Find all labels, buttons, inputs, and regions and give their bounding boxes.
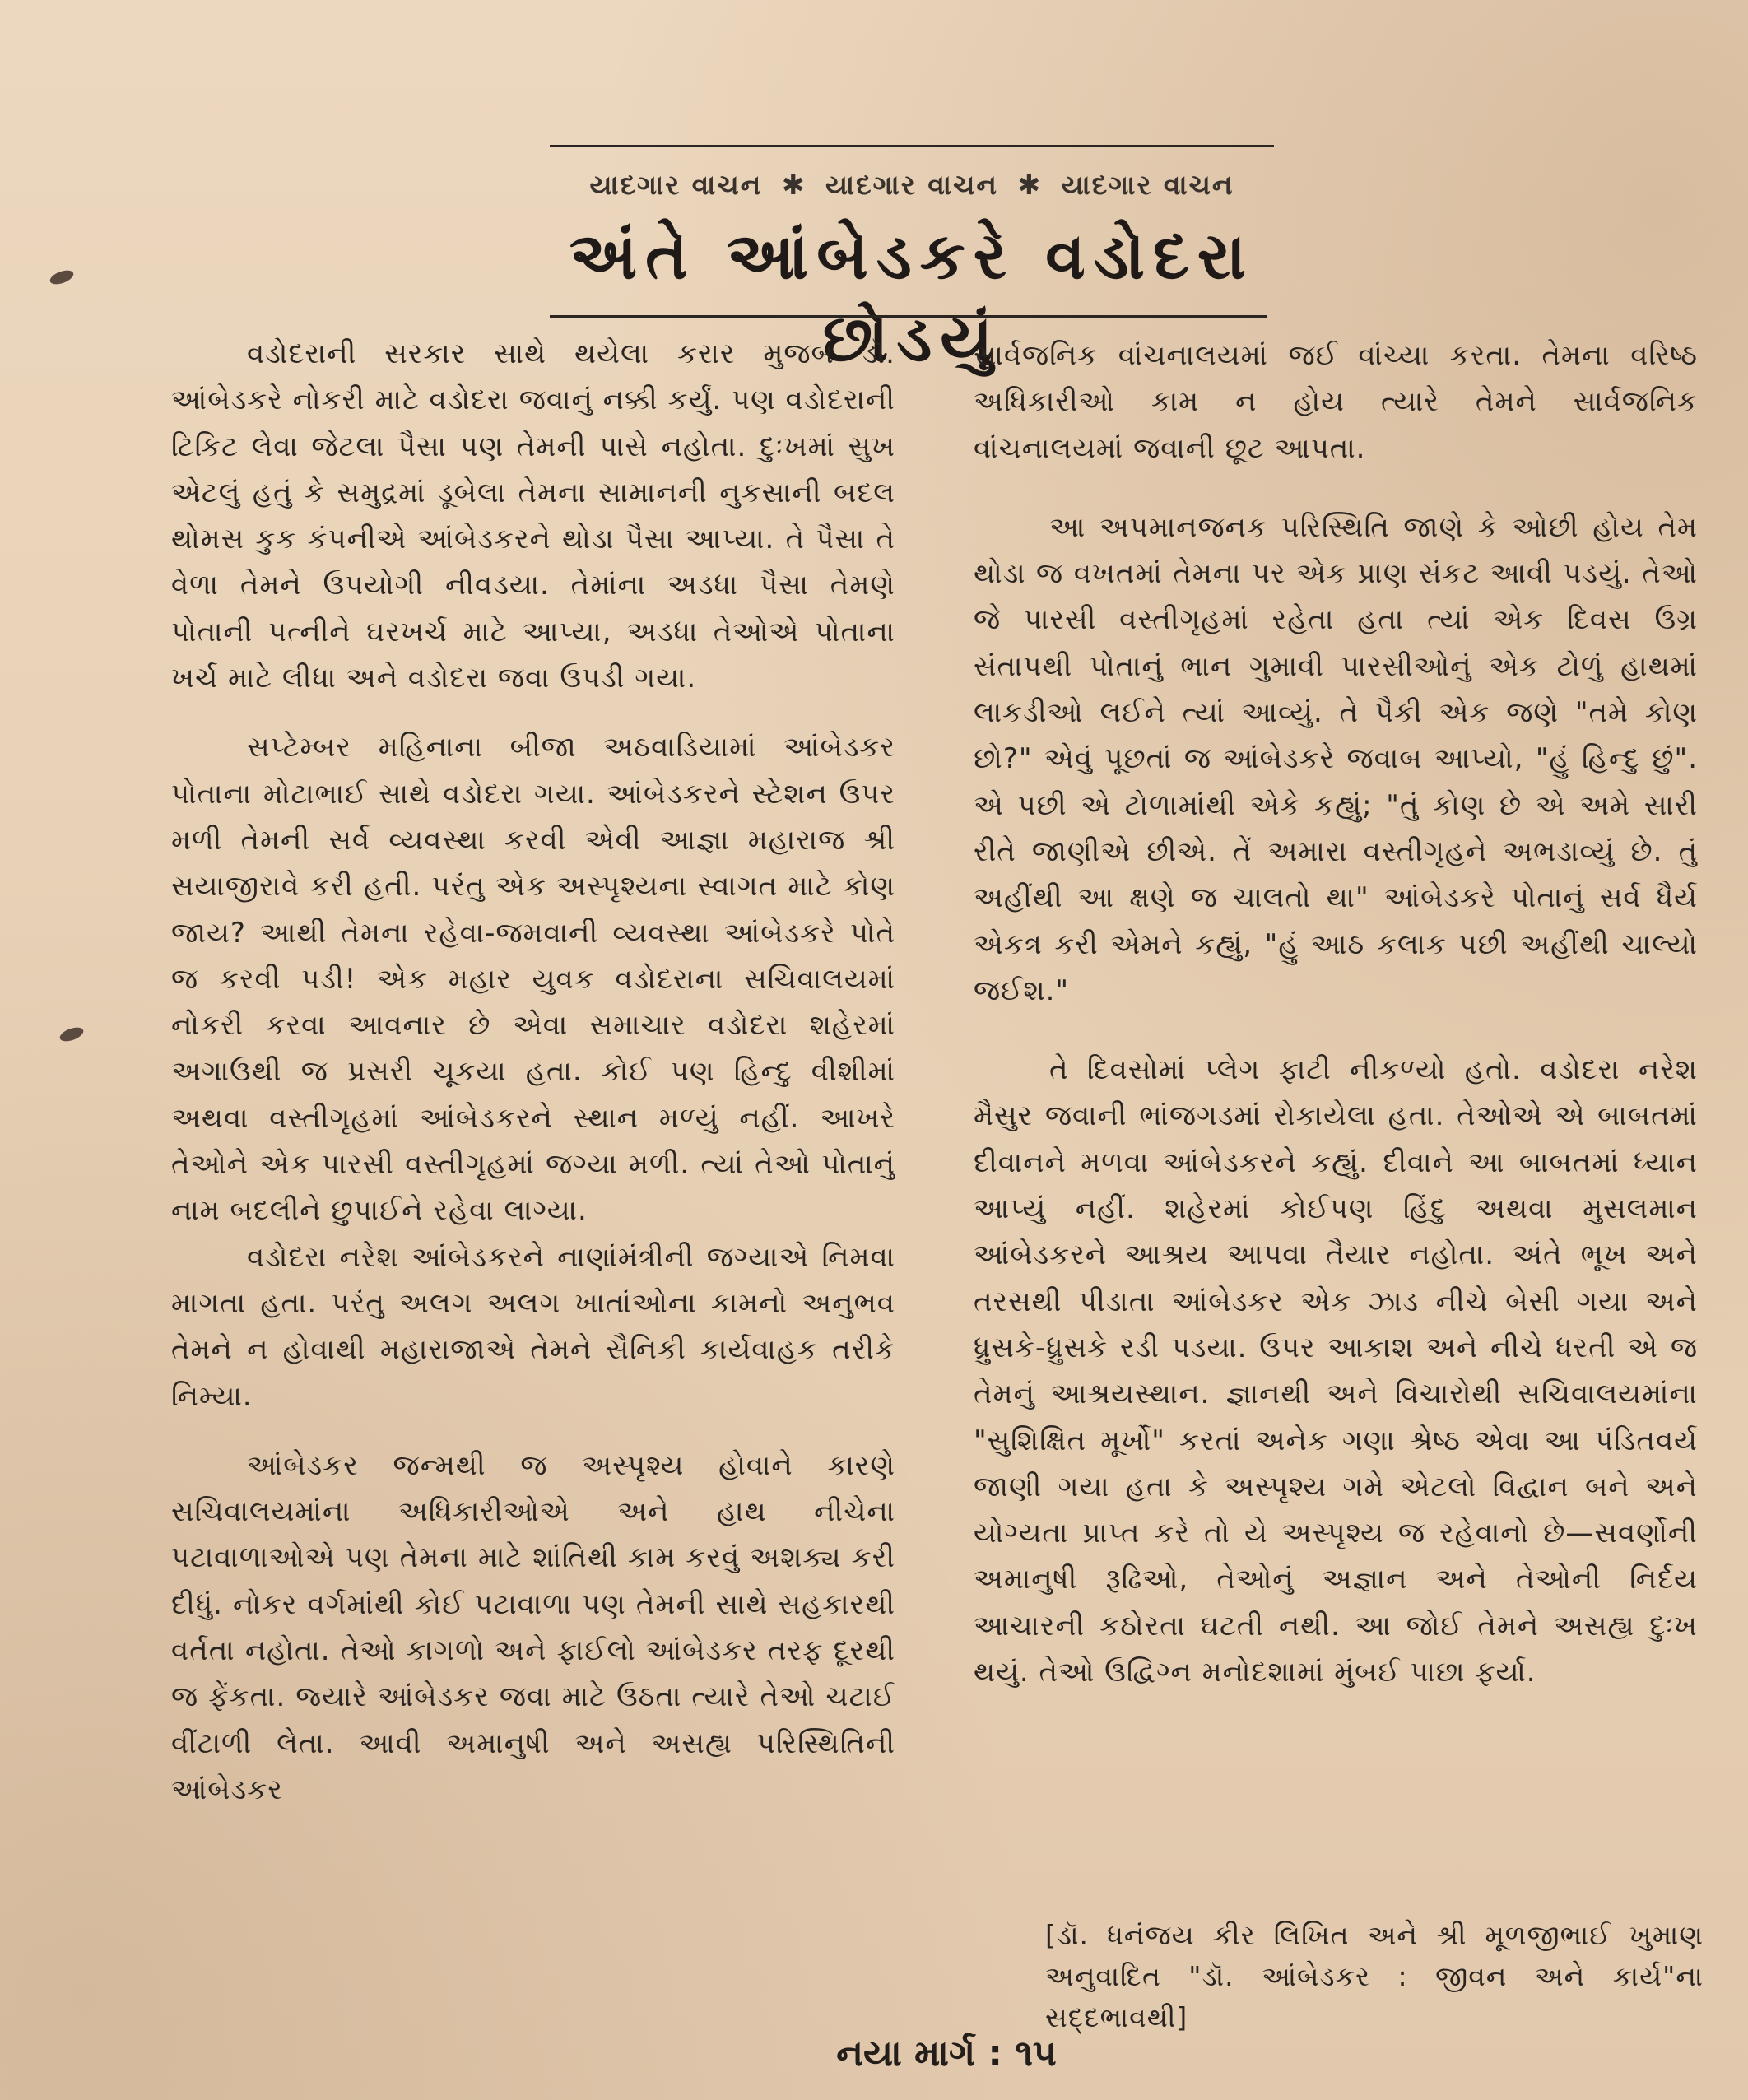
- left-column: [171, 331, 895, 1813]
- series-label: યાદગાર વાચન: [589, 169, 763, 201]
- header-top-rule: [550, 145, 1274, 147]
- separator-star-icon: ✱: [781, 169, 807, 201]
- page-footer: નયા માર્ગ : ૧૫: [836, 2033, 1057, 2074]
- right-column: [974, 332, 1698, 1695]
- article-title: અંતે આંબેડકરે વડોદરા છોડયું: [569, 220, 1255, 376]
- separator-star-icon: ✱: [1017, 169, 1043, 201]
- paragraph: આ અપમાનજનક પરિસ્થિતિ જાણે કે ઓછી હોય તેમ થોડા જ વખતમાં તેમના પર એક પ્રાણ સંકટ આવી પડયું. તેઓ જે પારસી વસ્તીગૃહમાં રહેતા હતા ત્યાં એક દિવસ ઉગ્ર સંતાપથી પોતાનું ભાન ગુમાવી પારસીઓનું એક ટોળું હાથમાં લાકડીઓ લઈને ત્યાં આવ્યું. તે પૈકી એક જણે "તમે કોણ છો?" એવું પૂછતાં જ આંબેડકરે જવાબ આપ્યો, "હું હિન્દુ છું". એ પછી એ ટોળામાંથી એકે કહ્યું; "તું કોણ છે એ અમે સારી રીતે જાણીએ છીએ. તેં અમારા વસ્તીગૃહને અભડાવ્યું છે. તું અહીંથી આ ક્ષણે જ ચાલતો થા" આંબેડકરે પોતાનું સર્વ ધૈર્ય એકત્ર કરી એમને કહ્યું, "હું આઠ કલાક પછી અહીંથી ચાલ્યો જઈશ.": [974, 510, 1698, 1007]
- series-heading: [550, 169, 1274, 202]
- paragraph: વડોદરા નરેશ આંબેડકરને નાણાંમંત્રીની જગ્યાએ નિમવા માગતા હતા. પરંતુ અલગ અલગ ખાતાંઓના કામનો અનુભવ તેમને ન હોવાથી મહારાજાએ તેમને સૈનિકી કાર્યવાહક તરીકે નિમ્યા.: [171, 1240, 895, 1413]
- paragraph: સાર્વજનિક વાંચનાલયમાં જઈ વાંચ્યા કરતા. તેમના વરિષ્ઠ અધિકારીઓ કામ ન હોય ત્યારે તેમને સાર્વજનિક વાંચનાલયમાં જવાની છૂટ આપતા.: [974, 339, 1698, 465]
- paragraph: વડોદરાની સરકાર સાથે થયેલા કરાર મુજબ ડૉ. આંબેડકરે નોકરી માટે વડોદરા જવાનું નક્કી કર્યું. પણ વડોદરાની ટિકિટ લેવા જેટલા પૈસા પણ તેમની પાસે નહોતા. દુઃખમાં સુખ એટલું હતું કે સમુદ્રમાં ડૂબેલા તેમના સામાનની નુકસાની બદલ થોમસ કુક કંપનીએ આંબેડકરને થોડા પૈસા આપ્યા. તે પૈસા તે વેળા તેમને ઉપયોગી નીવડયા. તેમાંના અડધા પૈસા તેમણે પોતાની પત્નીને ઘરખર્ચ માટે આપ્યા, અડધા તેઓએ પોતાના ખર્ચ માટે લીધા અને વડોદરા જવા ઉપડી ગયા.: [171, 337, 895, 695]
- margin-ink-mark: [49, 267, 76, 286]
- paragraph: સપ્ટેમ્બર મહિનાના બીજા અઠવાડિયામાં આંબેડકર પોતાના મોટાભાઈ સાથે વડોદરા ગયા. આંબેડકરને સ્ટેશન ઉપર મળી તેમની સર્વ વ્યવસ્થા કરવી એવી આજ્ઞા મહારાજ શ્રી સયાજીરાવે કરી હતી. પરંતુ એક અસ્પૃશ્યના સ્વાગત માટે કોણ જાય? આથી તેમના રહેવા-જમવાની વ્યવસ્થા આંબેડકરે પોતે જ કરવી પડી! એક મહાર યુવક વડોદરાના સચિવાલયમાં નોકરી કરવા આવનાર છે એવા સમાચાર વડોદરા શહેરમાં અગાઉથી જ પ્રસરી ચૂકયા હતા. કોઈ પણ હિન્દુ વીશીમાં અથવા વસ્તીગૃહમાં આંબેડકરને સ્થાન મળ્યું નહીં. આખરે તેઓને એક પારસી વસ્તીગૃહમાં જગ્યા મળી. ત્યાં તેઓ પોતાનું નામ બદલીને છુપાઈને રહેવા લાગ્યા.: [171, 731, 895, 1228]
- series-label: યાદગાર વાચન: [825, 169, 998, 201]
- paragraph: આંબેડકર જન્મથી જ અસ્પૃશ્ય હોવાને કારણે સચિવાલયમાંના અધિકારીઓએ અને હાથ નીચેના પટાવાળાઓએ પણ તેમના માટે શાંતિથી કામ કરવું અશક્ય કરી દીધું. નોકર વર્ગમાંથી કોઈ પટાવાળા પણ તેમની સાથે સહકારથી વર્તતા નહોતા. તેઓ કાગળો અને ફાઈલો આંબેડકર તરફ દૂરથી જ ફેંકતા. જ્યારે આંબેડકર જવા માટે ઉઠતા ત્યારે તેઓ ચટાઈ વીંટાળી લેતા. આવી અમાનુષી અને અસહ્ય પરિસ્થિતિની આંબેડકર: [171, 1448, 895, 1806]
- source-citation: [ડૉ. ધનંજય કીર લિખિત અને શ્રી મૂળજીભાઈ ખુમાણ અનુવાદિત "ડૉ. આંબેડકર : જીવન અને કાર્ય"ના સદ્દભાવથી]: [1045, 1919, 1704, 2033]
- series-label: યાદગાર વાચન: [1061, 169, 1234, 201]
- margin-ink-mark: [58, 1024, 86, 1043]
- paragraph: તે દિવસોમાં પ્લેગ ફાટી નીકળ્યો હતો. વડોદરા નરેશ મૈસુર જવાની ભાંજગડમાં રોકાયેલા હતા. તેઓએ એ બાબતમાં દીવાનને મળવા આંબેડકરને કહ્યું. દીવાને આ બાબતમાં ધ્યાન આપ્યું નહીં. શહેરમાં કોઈપણ હિંદુ અથવા મુસલમાન આંબેડકરને આશ્રય આપવા તૈયાર નહોતા. અંતે ભૂખ અને તરસથી પીડાતા આંબેડકર એક ઝાડ નીચે બેસી ગયા અને ધ્રુસકે-ધ્રુસકે રડી પડયા. ઉપર આકાશ અને નીચે ધરતી એ જ તેમનું આશ્રયસ્થાન. જ્ઞાનથી અને વિચારોથી સચિવાલયમાંના "સુશિક્ષિત મૂર્ખો" કરતાં અનેક ગણા શ્રેષ્ઠ એવા આ પંડિતવર્ય જાણી ગયા હતા કે અસ્પૃશ્ય ગમે એટલો વિદ્વાન બને અને યોગ્યતા પ્રાપ્ત કરે તો યે અસ્પૃશ્ય જ રહેવાનો છે—સવર્ણોની અમાનુષી રૂઢિઓ, તેઓનું અજ્ઞાન અને તેઓની નિર્દય આચારની કઠોરતા ઘટતી નથી. આ જોઈ તેમને અસહ્ય દુઃખ થયું. તેઓ ઉદ્વિગ્ન મનોદશામાં મુંબઈ પાછા ફર્યા.: [974, 1053, 1698, 1689]
- header-bottom-rule: [550, 315, 1267, 318]
